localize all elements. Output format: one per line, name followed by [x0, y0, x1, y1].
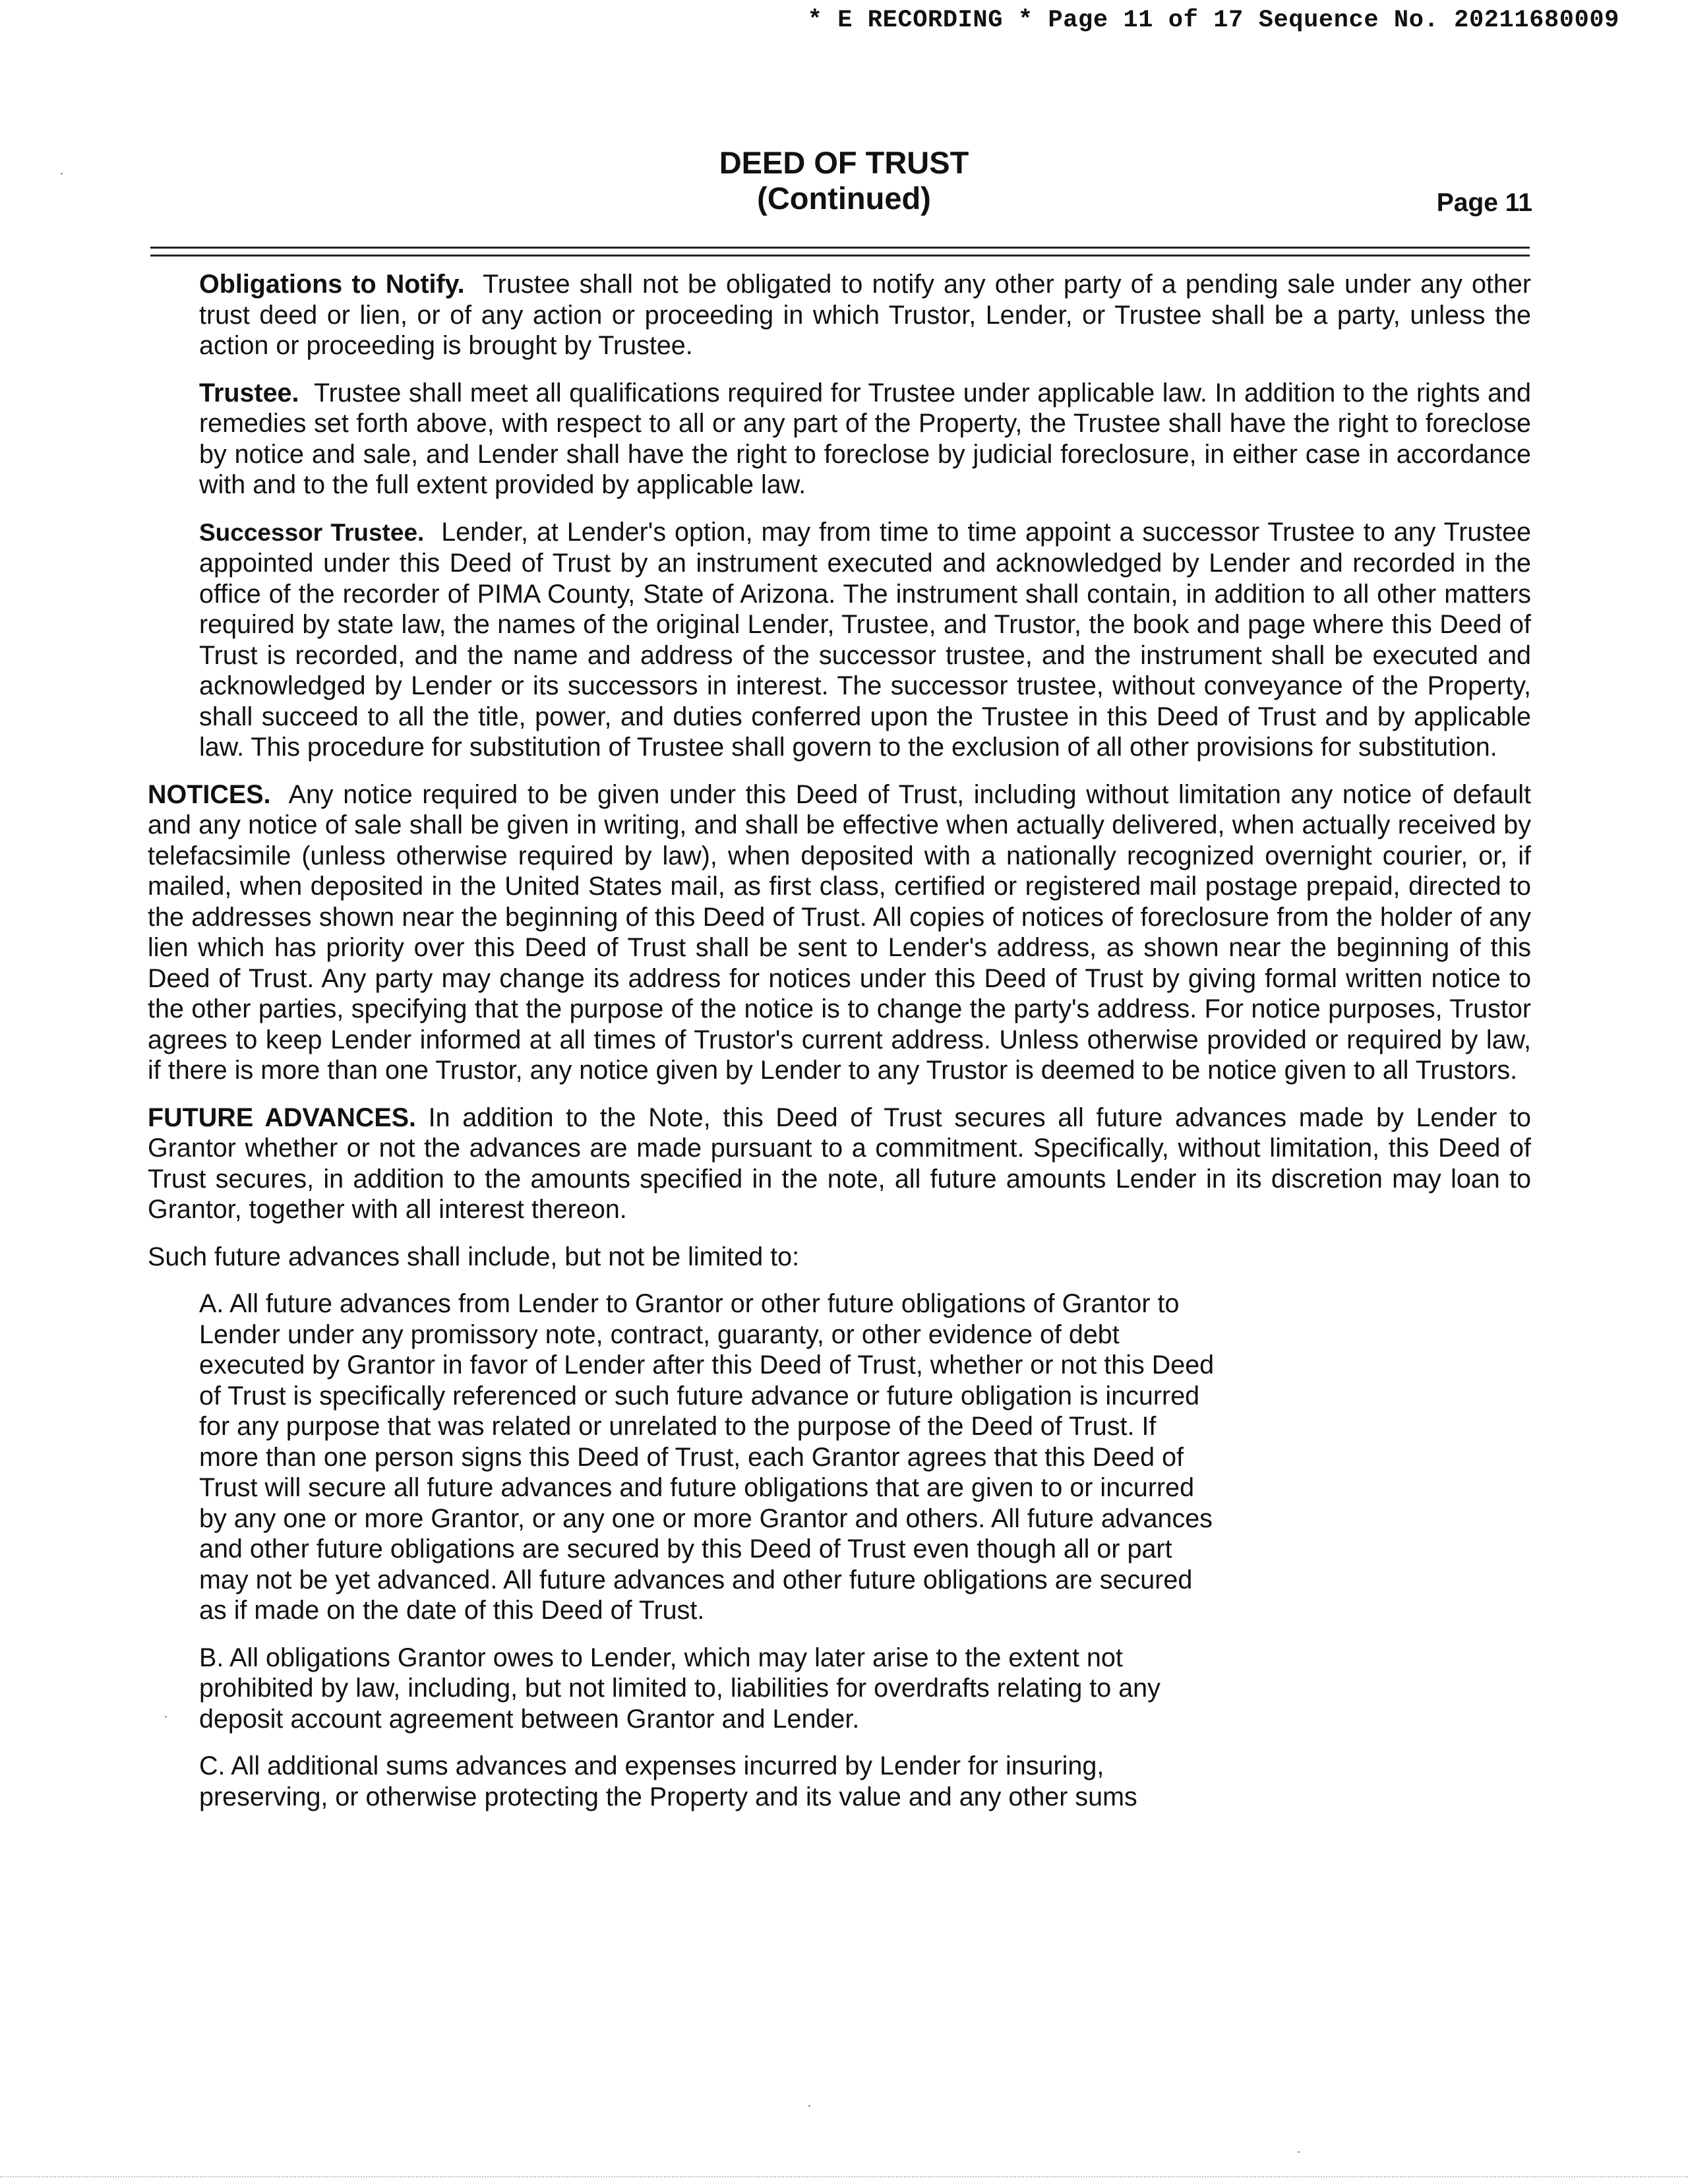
section-text: Any notice required to be given under this Deed of Trust, including without limitation any notice of default and any notice of sale shall be given in writing, and shall be effective when actually delivered, when actually received by telefacsimile (unless otherwise required by law), when deposited with a nationally recognized overnight courier, or, if mailed, when deposited in the United States mail, as first class, certified or registered mail postage prepaid, directed to the addresses shown near the beginning of this Deed of Trust. All copies of notices of foreclosure from the holder of any lien which has priority over this Deed of Trust shall be sent to Lender's address, as shown near the beginning of this Deed of Trust. Any party may change its address for notices under this Deed of Trust by giving formal written notice to the other parties, specifying that the purpose of the notice is to change the party's address. For notice purposes, Trustor agrees to keep Lender informed at all times of Trustor's current address. Unless otherwise provided or required by law, if there is more than one Trustor, any notice given by Lender to any Trustor is deemed to be notice given to all Trustors. — [148, 779, 1531, 1085]
section-text: Trustee shall meet all qualifications required for Trustee under applicable law. In addition to the rights and remedies set forth above, with respect to all or any part of the Property, the Trustee shall have the right to foreclose by notice and sale, and Lender shall have the right to foreclose by judicial foreclosure, in either case in accordance with and to the full extent provided by applicable law. — [199, 378, 1531, 499]
future-advance-item-b: B. All obligations Grantor owes to Lender, which may later arise to the extent not prohibited by law, including, but not limited to, liabilities for overdrafts relating to any deposit account agreement between Grantor and Lender. — [199, 1643, 1160, 1734]
document-body — [148, 269, 1531, 1829]
scan-speck — [1298, 2151, 1300, 2153]
section-heading: NOTICES. — [148, 779, 271, 809]
section-obligations-to-notify — [199, 269, 1531, 361]
scan-speck — [808, 2105, 810, 2107]
future-advances-intro: Such future advances shall include, but not be limited to: — [148, 1242, 800, 1271]
section-future-advances — [148, 1103, 1531, 1225]
document-title-block — [0, 145, 1688, 216]
section-heading: Successor Trustee. — [199, 518, 425, 546]
scan-speck — [165, 1716, 167, 1718]
scan-bottom-edge — [0, 2176, 1688, 2177]
document-title: DEED OF TRUST — [719, 145, 969, 180]
section-heading: Trustee. — [199, 378, 299, 408]
future-advance-item-a: A. All future advances from Lender to Grantor or other future obligations of Grantor to Lender under any promissory note, contract, guaranty, or other evidence of debt executed by Grantor in favor of Lender after this Deed of Trust, whether or not this Deed of Trust is specifically referenced or such future advance or future obligation is incurred for any purpose that was related or unrelated to the purpose of the Deed of Trust. If more than one person signs this Deed of Trust, each Grantor agrees that this Deed of Trust will secure all future advances and future obligations that are given to or incurred by any one or more Grantor, or any one or more Grantor and others. All future advances and other future obligations are secured by this Deed of Trust even though all or part may not be yet advanced. All future advances and other future obligations are secured as if made on the date of this Deed of Trust. — [199, 1289, 1215, 1625]
section-heading: Obligations to Notify. — [199, 270, 465, 299]
document-subtitle: (Continued) — [757, 181, 931, 216]
section-text: Lender, at Lender's option, may from time to time appoint a successor Trustee to any Trustee appointed under this Deed of Trust by an instrument executed and acknowledged by Lender and recorded in the office of the recorder of PIMA County, State of Arizona. The instrument shall contain, in addition to all other matters required by state law, the names of the original Lender, Trustee, and Trustor, the book and page where this Deed of Trust is recorded, and the name and address of the successor trustee, and the instrument shall be executed and acknowledged by Lender or its successors in interest. The successor trustee, without conveyance of the Property, shall succeed to all the title, power, and duties conferred upon the Trustee in this Deed of Trust and by applicable law. This procedure for substitution of Trustee shall govern to the exclusion of all other provisions for substitution. — [199, 517, 1532, 762]
section-text: Trustee shall not be obligated to notify any other party of a pending sale under any other trust deed or lien, or of any action or proceeding in which Trustor, Lender, or Trustee shall be a party, unless the action or proceeding is brought by Trustee. — [199, 270, 1531, 360]
recording-header: * E RECORDING * Page 11 of 17 Sequence No. 20211680009 — [807, 7, 1619, 34]
section-successor-trustee — [199, 517, 1531, 763]
header-divider-bottom — [150, 255, 1530, 257]
future-advance-item-c: C. All additional sums advances and expenses incurred by Lender for insuring, preserving, or otherwise protecting the Property and its value and any other sums — [199, 1751, 1137, 1811]
header-divider-top — [150, 247, 1530, 249]
page-number: Page 11 — [1436, 189, 1532, 217]
section-trustee — [199, 378, 1531, 501]
section-notices — [148, 779, 1531, 1086]
scan-speck — [61, 173, 63, 175]
section-text: In addition to the Note, this Deed of Trust secures all future advances made by Lender to Grantor whether or not the advances are made pursuant to a commitment. Specifically, without limitation, this Deed of Trust secures, in addition to the amounts specified in the note, all future amounts Lender in its discretion may loan to Grantor, together with all interest thereon. — [148, 1103, 1531, 1224]
section-heading: FUTURE ADVANCES. — [148, 1103, 417, 1132]
